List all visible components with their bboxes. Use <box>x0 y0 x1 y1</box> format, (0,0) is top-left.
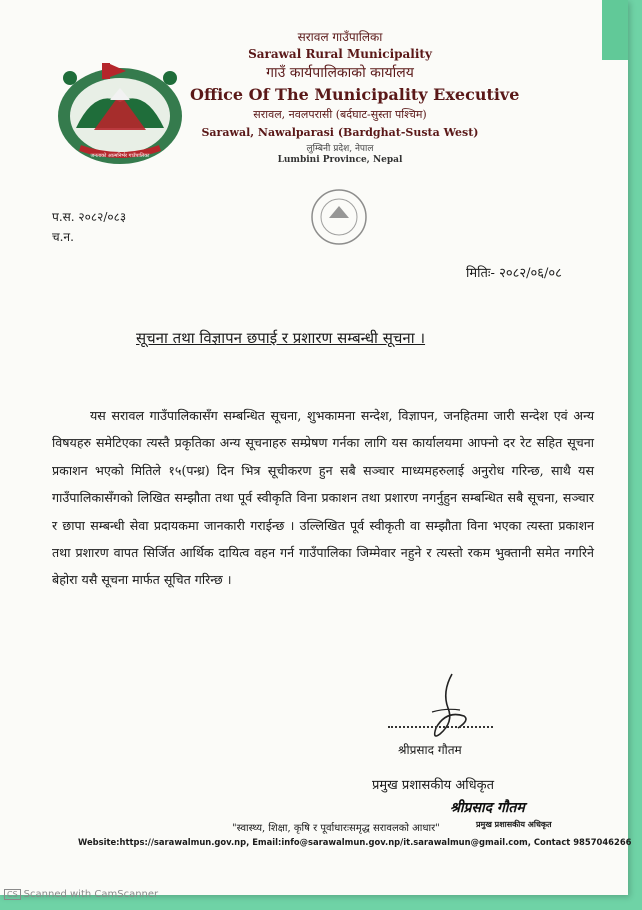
municipality-name-english: Sarawal Rural Municipality <box>248 47 432 61</box>
office-name-nepali: गाउँ कार्यपालिकाको कार्यालय <box>266 65 414 81</box>
ps-label: प.स. <box>52 210 75 224</box>
scanner-watermark <box>4 889 158 900</box>
signatory-designation: प्रमुख प्रशासकीय अधिकृत <box>372 778 495 793</box>
date-value: २०८२/०६/०८ <box>499 266 562 281</box>
office-stamp-icon <box>302 186 376 248</box>
notice-title: सूचना तथा विज्ञापन छपाई र प्रशारण सम्बन्धी सूचना । <box>136 329 426 347</box>
notice-body: यस सरावल गाउँपालिकासँग सम्बन्धित सूचना, शुभकामना सन्देश, विज्ञापन, जनहितमा जारी सन्देश एवं अन्य विषयहरु समेटिएका त्यस्तै प्रकृतिका अन्य सूचनाहरु सम्प्रेषण गर्नका लागि यस कार्यालयमा आफ्नो दर रेट सहित सूचना प्रकाशन भएको मितिले १५(पन्ध्र) दिन भित्र सूचीकरण हुन सबै सञ्चार माध्यमहरुलाई अनुरोध गरिन्छ, साथै यस गाउँपालिकासँगको लिखित सम्झौता तथा पूर्व स्वीकृति विना प्रकाशन तथा प्रशारण नगर्नुहुन सम्बन्धित सबै सूचना, सञ्चार र छापा सम्बन्धी सेवा प्रदायकमा जानकारी गराईन्छ । उल्लिखित पूर्व स्वीकृती वा सम्झौता विना भएका त्यस्ता प्रकाशन तथा प्रशारण वापत सिर्जित आर्थिक दायित्व वहन गर्न गाउँपालिका जिम्मेवार नहुने र त्यस्तो रकम भुक्तानी समेत नगरिने बेहोरा यसै सूचना मार्फत सूचित गरिन्छ । <box>52 408 594 588</box>
signature-line <box>388 726 493 728</box>
handwritten-signature <box>412 672 482 742</box>
ps-value: २०८२/०८३ <box>78 210 127 224</box>
address-english: Sarawal, Nawalparasi (Bardghat-Susta West) <box>201 126 479 139</box>
address-nepali: सरावल, नवलपरासी (बर्दघाट-सुस्ता पश्चिम) <box>253 108 427 121</box>
logo-seal-text: जनताको आत्मनिर्भर गाउँपालिका <box>90 153 150 159</box>
office-name-english: Office Of The Municipality Executive <box>190 85 520 104</box>
cn-label: च.न. <box>52 230 74 244</box>
footer-motto: "स्वास्थ्य, शिक्षा, कृषि र पूर्वाधारःसमृद्ध सरावलको आधार" <box>232 823 440 834</box>
letterhead <box>190 28 520 165</box>
municipality-emblem-icon <box>50 58 192 170</box>
date-label: मितिः- <box>466 266 495 281</box>
background-corner <box>602 0 628 60</box>
name-stamp: श्रीप्रसाद गौतम <box>450 800 525 816</box>
reference-block <box>52 207 126 247</box>
watermark-text: Scanned with CamScanner <box>23 889 159 900</box>
cn-number <box>52 227 126 247</box>
camscanner-badge-icon: CS <box>4 889 21 900</box>
date-line <box>466 263 562 281</box>
province-nepali: लुम्बिनी प्रदेश, नेपाल <box>306 144 374 154</box>
province-english: Lumbini Province, Nepal <box>277 155 403 165</box>
footer-contact: Website:https://sarawalmun.gov.np, Email:info@sarawalmun.gov.np/it.sarawalmun@gmail.com, Contact 9857046266 <box>78 837 632 847</box>
municipality-name-nepali: सरावल गाउँपालिका <box>297 30 383 44</box>
designation-stamp: प्रमुख प्रशासकीय अधिकृत <box>476 820 552 829</box>
ps-number <box>52 207 126 227</box>
signatory-name: श्रीप्रसाद गौतम <box>398 743 462 757</box>
